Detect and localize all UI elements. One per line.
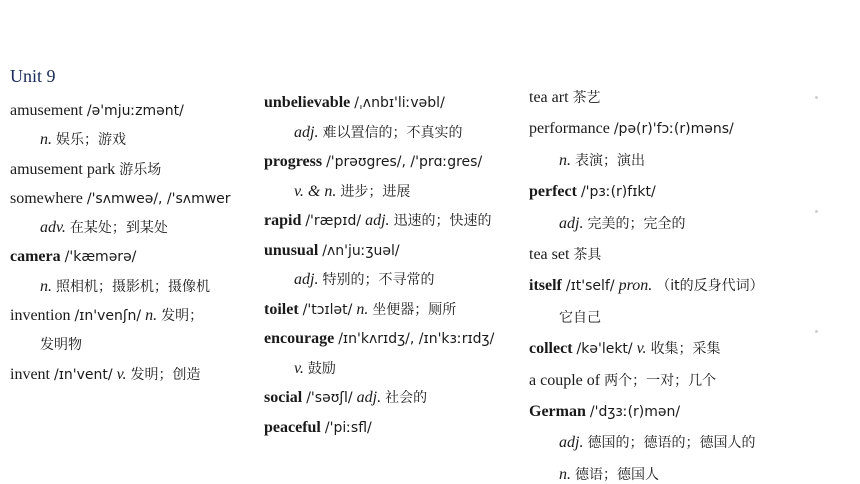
vocab-column-1 xyxy=(10,96,258,389)
part-of-speech: adj. xyxy=(559,214,584,232)
headword: camera xyxy=(10,248,61,266)
chinese-meaning: 发明；创造 xyxy=(130,366,201,383)
margin-mark xyxy=(815,330,818,333)
entry-line xyxy=(264,383,526,413)
entry-line xyxy=(10,155,258,184)
sense-line xyxy=(10,330,258,359)
chinese-meaning: 德语；德国人 xyxy=(575,466,659,483)
phonetic: /ˌʌnbɪ'liːvəbl/ xyxy=(354,95,445,111)
entry-line xyxy=(264,413,526,443)
chinese-meaning: 发明； xyxy=(161,308,204,325)
chinese-meaning: 游乐场 xyxy=(119,161,162,178)
phonetic: /'sʌmweə/, /'sʌmwer xyxy=(86,190,231,207)
phonetic: /'kæmərə/ xyxy=(64,249,137,266)
phonetic: /ɪn'vent/ xyxy=(54,366,113,383)
headword: invention xyxy=(10,307,71,325)
part-of-speech: v. xyxy=(294,359,304,377)
headword: toilet xyxy=(264,300,299,318)
entry-line xyxy=(529,396,829,427)
phonetic: /ʌn'juːʒuəl/ xyxy=(322,242,400,259)
part-of-speech: n. xyxy=(559,465,571,483)
chinese-meaning: 在某处；到某处 xyxy=(69,220,168,237)
chinese-meaning: （it的反身代词） xyxy=(656,278,764,295)
phonetic: /'ræpɪd/ xyxy=(305,213,362,229)
entry-line xyxy=(10,184,258,213)
chinese-meaning: 茶艺 xyxy=(572,90,601,106)
entry-line xyxy=(529,113,829,144)
part-of-speech: adj. xyxy=(294,271,319,288)
chinese-meaning: 两个；一对；几个 xyxy=(604,372,717,389)
entry-line xyxy=(264,324,526,354)
sense-line xyxy=(529,459,829,484)
vocab-column-3 xyxy=(529,82,829,484)
headword: social xyxy=(264,389,303,406)
phonetic: /'səʊʃl/ xyxy=(306,390,353,406)
chinese-meaning: 收集；采集 xyxy=(650,341,721,358)
margin-mark xyxy=(815,96,818,99)
phonetic: /'prəʊgres/, /'prɑːgres/ xyxy=(326,154,483,170)
part-of-speech: v. xyxy=(636,340,647,358)
headword: collect xyxy=(529,340,573,358)
margin-mark xyxy=(815,210,818,213)
part-of-speech: v. & n. xyxy=(294,182,337,200)
part-of-speech: adv. xyxy=(40,219,66,237)
part-of-speech: v. xyxy=(116,365,127,383)
headword: peaceful xyxy=(264,418,321,436)
part-of-speech: n. xyxy=(145,307,158,325)
phonetic: /pə(r)'fɔː(r)məns/ xyxy=(613,121,734,138)
part-of-speech: n. xyxy=(559,151,571,169)
entry-line xyxy=(529,270,829,301)
part-of-speech: n. xyxy=(40,277,52,295)
part-of-speech: pron. xyxy=(618,277,653,295)
chinese-meaning: 难以置信的；不真实的 xyxy=(322,124,463,141)
headword: progress xyxy=(264,153,323,170)
entry-line xyxy=(10,301,258,330)
chinese-meaning: 特别的；不寻常的 xyxy=(322,272,435,288)
headword: invent xyxy=(10,365,50,383)
phonetic: /'tɔɪlət/ xyxy=(302,301,353,318)
entry-line xyxy=(264,236,526,266)
chinese-meaning: 完美的；完全的 xyxy=(587,215,686,232)
headword: German xyxy=(529,402,586,420)
entry-line xyxy=(264,88,526,118)
sense-line xyxy=(529,427,829,458)
entry-line xyxy=(264,295,526,325)
headword: perfect xyxy=(529,183,577,201)
chinese-meaning: 表演；演出 xyxy=(575,152,645,169)
chinese-meaning: 照相机；摄影机；摄像机 xyxy=(56,278,210,295)
sense-line xyxy=(10,213,258,242)
chinese-meaning: 进步；进展 xyxy=(340,183,411,200)
chinese-meaning: 它自己 xyxy=(559,309,601,326)
headword: unbelievable xyxy=(264,94,351,111)
sense-line xyxy=(10,272,258,301)
entry-line xyxy=(529,239,829,270)
chinese-meaning: 社会的 xyxy=(385,390,428,406)
vocab-column-2 xyxy=(264,88,526,442)
entry-line xyxy=(264,206,526,236)
sense-line xyxy=(10,125,258,154)
headword: amusement park xyxy=(10,160,116,178)
entry-line xyxy=(10,96,258,125)
phonetic: /'piːsfl/ xyxy=(324,419,372,436)
entry-line xyxy=(529,365,829,396)
part-of-speech: n. xyxy=(356,300,369,318)
unit-title: Unit 9 xyxy=(10,66,56,86)
chinese-meaning: 迅速的；快速的 xyxy=(393,213,492,229)
part-of-speech: adj. xyxy=(365,212,390,229)
chinese-meaning: 娱乐；游戏 xyxy=(56,132,126,149)
entry-line xyxy=(529,82,829,113)
entry-line xyxy=(10,360,258,389)
sense-line xyxy=(264,118,526,148)
headword: performance xyxy=(529,120,610,138)
chinese-meaning: 坐便器；厕所 xyxy=(372,301,457,318)
sense-line xyxy=(529,302,829,333)
phonetic: /kə'lekt/ xyxy=(576,341,633,358)
headword: amusement xyxy=(10,102,83,119)
headword: tea set xyxy=(529,245,570,263)
part-of-speech: n. xyxy=(40,131,52,149)
sense-line xyxy=(529,208,829,239)
phonetic: /ə'mjuːzmənt/ xyxy=(86,103,184,119)
phonetic: /'dʒɜː(r)mən/ xyxy=(589,403,681,420)
entry-line xyxy=(529,333,829,364)
headword: a couple of xyxy=(529,371,601,389)
headword: unusual xyxy=(264,241,319,259)
chinese-meaning: 茶具 xyxy=(573,246,602,263)
entry-line xyxy=(10,242,258,271)
headword: itself xyxy=(529,277,562,295)
chinese-meaning: 德国的；德语的；德国人的 xyxy=(587,435,756,452)
sense-line xyxy=(264,354,526,384)
sense-line xyxy=(264,177,526,207)
part-of-speech: adj. xyxy=(356,389,382,406)
chinese-meaning: 发明物 xyxy=(40,337,82,354)
sense-line xyxy=(264,265,526,295)
phonetic: /ɪn'venʃn/ xyxy=(74,308,142,325)
part-of-speech: adj. xyxy=(294,123,319,141)
headword: encourage xyxy=(264,330,335,347)
headword: somewhere xyxy=(10,189,83,207)
entry-line xyxy=(264,147,526,177)
headword: tea art xyxy=(529,89,569,106)
chinese-meaning: 鼓励 xyxy=(307,360,336,377)
entry-line xyxy=(529,176,829,207)
part-of-speech: adj. xyxy=(559,434,584,452)
headword: rapid xyxy=(264,212,302,229)
phonetic: /'pɜː(r)fɪkt/ xyxy=(580,184,656,201)
phonetic: /ɪt'self/ xyxy=(565,278,615,295)
phonetic: /ɪn'kʌrɪdʒ/, /ɪn'kɜːrɪdʒ/ xyxy=(338,331,495,347)
sense-line xyxy=(529,145,829,176)
